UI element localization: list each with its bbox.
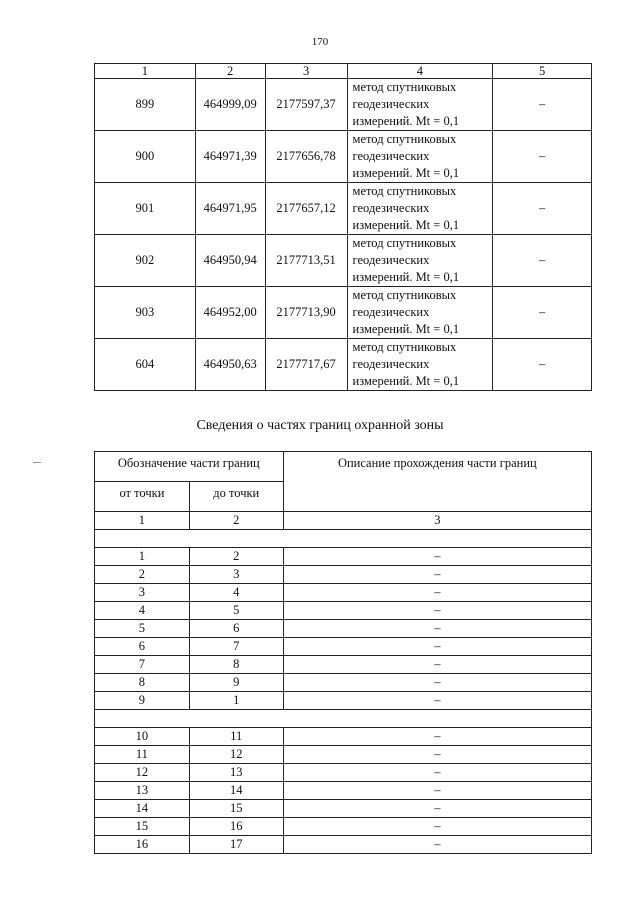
table-row <box>95 79 592 131</box>
point-number: 902 <box>95 235 196 287</box>
description: – <box>283 728 591 746</box>
description: – <box>283 764 591 782</box>
note-cell: – <box>493 183 592 235</box>
method-cell <box>347 339 493 391</box>
from-point: 5 <box>95 620 190 638</box>
description: – <box>283 620 591 638</box>
to-point: 12 <box>189 746 283 764</box>
column-numbers-row <box>95 512 592 530</box>
description: – <box>283 566 591 584</box>
to-point-header: до точки <box>189 482 283 512</box>
table-row <box>95 836 592 854</box>
from-point: 10 <box>95 728 190 746</box>
y-coordinate: 2177717,67 <box>265 339 347 391</box>
from-point: 6 <box>95 638 190 656</box>
note-cell: – <box>493 287 592 339</box>
description: – <box>283 692 591 710</box>
table-row <box>95 638 592 656</box>
table-row <box>95 235 592 287</box>
method-line: метод спутниковых <box>352 132 457 146</box>
method-line: измерений. Mt = 0,1 <box>352 322 460 336</box>
y-coordinate: 2177657,12 <box>265 183 347 235</box>
y-coordinate: 2177656,78 <box>265 131 347 183</box>
note-cell: – <box>493 235 592 287</box>
point-number: 900 <box>95 131 196 183</box>
coordinates-table <box>94 63 592 391</box>
table-row <box>95 764 592 782</box>
table-row <box>95 548 592 566</box>
method-line: метод спутниковых <box>352 184 457 198</box>
group-separator <box>95 710 592 728</box>
note-cell: – <box>493 339 592 391</box>
group-separator-row <box>95 530 592 548</box>
from-point: 4 <box>95 602 190 620</box>
method-line: метод спутниковых <box>352 80 457 94</box>
description: – <box>283 800 591 818</box>
table-row <box>95 728 592 746</box>
from-point: 3 <box>95 584 190 602</box>
page-number: 170 <box>311 36 329 48</box>
to-point: 3 <box>189 566 283 584</box>
description: – <box>283 548 591 566</box>
x-coordinate: 464971,39 <box>195 131 265 183</box>
description: – <box>283 602 591 620</box>
from-point: 1 <box>95 548 190 566</box>
header-cell: 3 <box>265 64 347 79</box>
designation-header: Обозначение части границ <box>95 452 284 482</box>
table-row <box>95 656 592 674</box>
from-point: 13 <box>95 782 190 800</box>
to-point: 11 <box>189 728 283 746</box>
header-cell: 5 <box>493 64 592 79</box>
header-cell: 1 <box>95 64 196 79</box>
method-line: геодезических <box>352 253 430 267</box>
to-point: 9 <box>189 674 283 692</box>
group-separator <box>95 530 592 548</box>
to-point: 15 <box>189 800 283 818</box>
description: – <box>283 782 591 800</box>
description-header: Описание прохождения части границ <box>283 452 591 512</box>
table-row <box>95 339 592 391</box>
to-point: 8 <box>189 656 283 674</box>
description: – <box>283 638 591 656</box>
method-line: измерений. Mt = 0,1 <box>352 374 460 388</box>
table-row <box>95 674 592 692</box>
method-line: метод спутниковых <box>352 236 457 250</box>
table-row <box>95 746 592 764</box>
table-row <box>95 818 592 836</box>
header-cell: 4 <box>347 64 493 79</box>
method-line: измерений. Mt = 0,1 <box>352 218 460 232</box>
method-cell <box>347 79 493 131</box>
x-coordinate: 464952,00 <box>195 287 265 339</box>
boundary-parts-table <box>94 451 592 854</box>
table-row <box>95 692 592 710</box>
y-coordinate: 2177597,37 <box>265 79 347 131</box>
from-point: 8 <box>95 674 190 692</box>
method-cell <box>347 131 493 183</box>
y-coordinate: 2177713,51 <box>265 235 347 287</box>
y-coordinate: 2177713,90 <box>265 287 347 339</box>
method-line: метод спутниковых <box>352 288 457 302</box>
method-cell <box>347 287 493 339</box>
from-point: 14 <box>95 800 190 818</box>
table-row <box>95 800 592 818</box>
table-row <box>95 287 592 339</box>
to-point: 7 <box>189 638 283 656</box>
method-line: метод спутниковых <box>352 340 457 354</box>
from-point: 11 <box>95 746 190 764</box>
header-cell: 2 <box>195 64 265 79</box>
column-number: 2 <box>189 512 283 530</box>
from-point-header: от точки <box>95 482 190 512</box>
point-number: 903 <box>95 287 196 339</box>
group-separator-row <box>95 710 592 728</box>
from-point: 2 <box>95 566 190 584</box>
to-point: 1 <box>189 692 283 710</box>
to-point: 14 <box>189 782 283 800</box>
from-point: 7 <box>95 656 190 674</box>
method-line: измерений. Mt = 0,1 <box>352 166 460 180</box>
method-line: геодезических <box>352 97 430 111</box>
to-point: 2 <box>189 548 283 566</box>
from-point: 16 <box>95 836 190 854</box>
to-point: 13 <box>189 764 283 782</box>
column-number: 1 <box>95 512 190 530</box>
coordinates-header-row <box>95 64 592 79</box>
note-cell: – <box>493 131 592 183</box>
note-cell: – <box>493 79 592 131</box>
table-row <box>95 584 592 602</box>
method-cell <box>347 183 493 235</box>
to-point: 6 <box>189 620 283 638</box>
point-number: 899 <box>95 79 196 131</box>
table-row <box>95 782 592 800</box>
table-row <box>95 566 592 584</box>
parts-header-row <box>95 452 592 482</box>
table-row <box>95 620 592 638</box>
margin-mark <box>33 462 41 463</box>
description: – <box>283 584 591 602</box>
to-point: 5 <box>189 602 283 620</box>
description: – <box>283 746 591 764</box>
method-line: измерений. Mt = 0,1 <box>352 270 460 284</box>
method-line: геодезических <box>352 357 430 371</box>
x-coordinate: 464950,94 <box>195 235 265 287</box>
method-cell <box>347 235 493 287</box>
x-coordinate: 464950,63 <box>195 339 265 391</box>
point-number: 901 <box>95 183 196 235</box>
point-number: 604 <box>95 339 196 391</box>
description: – <box>283 674 591 692</box>
table-row <box>95 183 592 235</box>
x-coordinate: 464971,95 <box>195 183 265 235</box>
method-line: геодезических <box>352 305 430 319</box>
description: – <box>283 656 591 674</box>
column-number: 3 <box>283 512 591 530</box>
to-point: 4 <box>189 584 283 602</box>
table-row <box>95 131 592 183</box>
description: – <box>283 818 591 836</box>
description: – <box>283 836 591 854</box>
method-line: геодезических <box>352 201 430 215</box>
from-point: 9 <box>95 692 190 710</box>
to-point: 17 <box>189 836 283 854</box>
to-point: 16 <box>189 818 283 836</box>
table-row <box>95 602 592 620</box>
x-coordinate: 464999,09 <box>195 79 265 131</box>
from-point: 12 <box>95 764 190 782</box>
method-line: геодезических <box>352 149 430 163</box>
from-point: 15 <box>95 818 190 836</box>
section-title: Сведения о частях границ охранной зоны <box>196 418 444 433</box>
method-line: измерений. Mt = 0,1 <box>352 114 460 128</box>
